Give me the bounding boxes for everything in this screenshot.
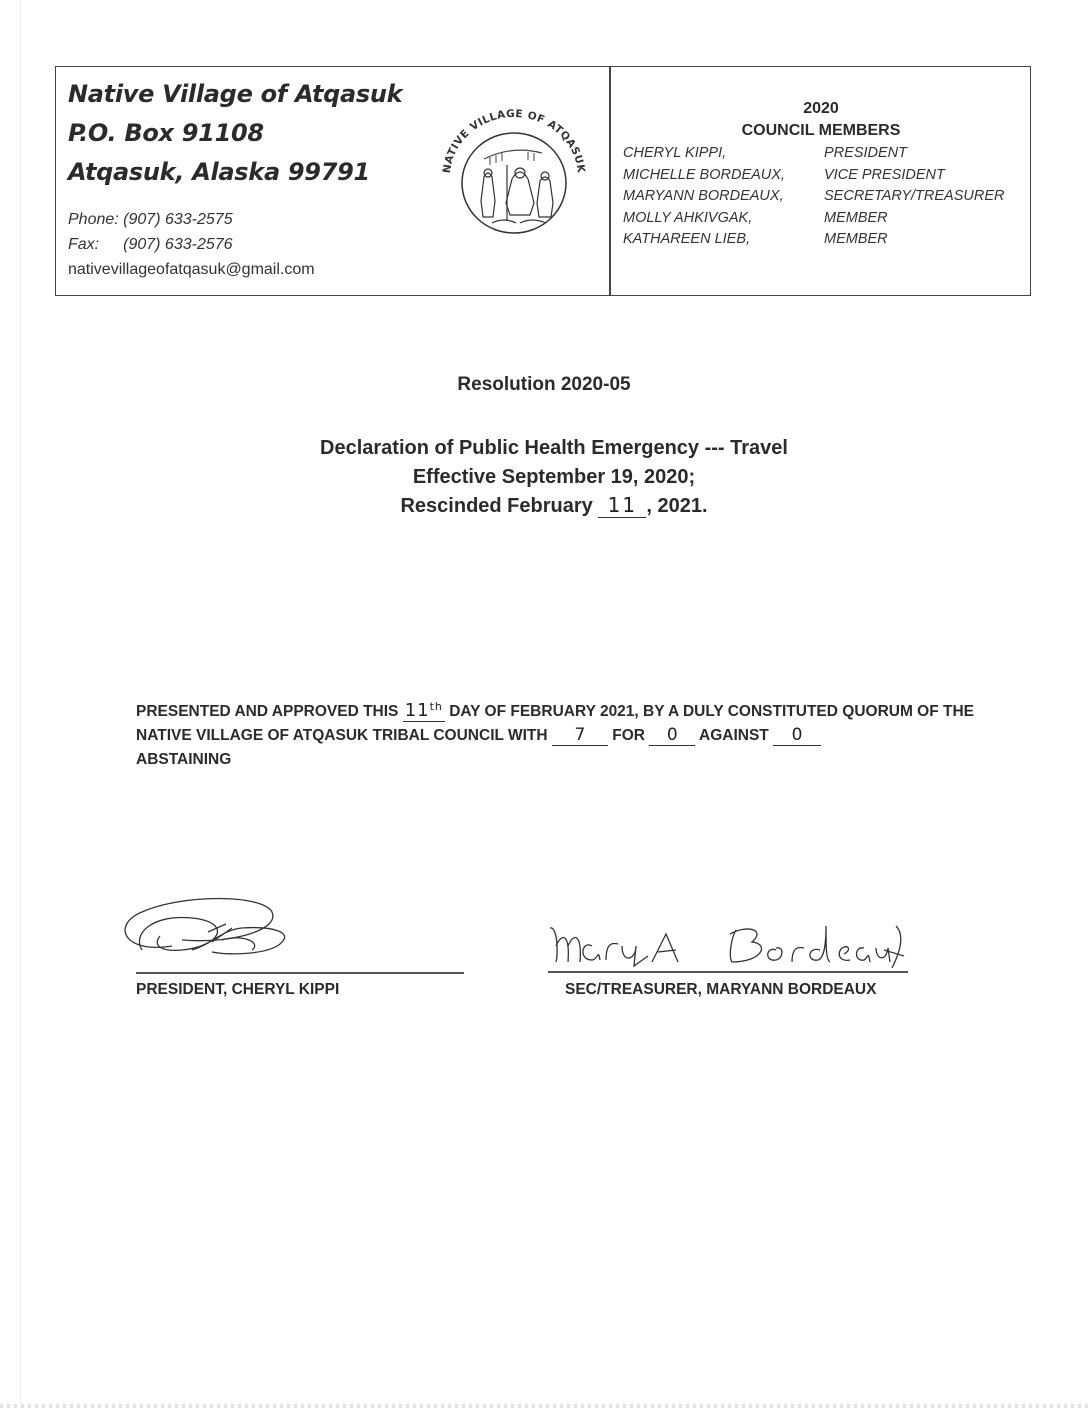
- president-signature-icon: [112, 890, 312, 970]
- letterhead: [55, 66, 1031, 296]
- member-role: VICE PRESIDENT: [824, 166, 945, 183]
- council-member: [611, 229, 1031, 251]
- approval-statement: [136, 700, 996, 772]
- votes-for: 7: [574, 725, 586, 745]
- council-member: [611, 143, 1031, 165]
- member-name: CHERYL KIPPI,: [623, 145, 727, 161]
- votes-abstaining-blank: [773, 726, 821, 746]
- president-signature-line: [136, 972, 464, 974]
- rescinded-day: 11: [607, 493, 638, 517]
- scan-edge: [0, 1404, 1088, 1408]
- treasurer-label: SEC/TREASURER, MARYANN BORDEAUX: [565, 981, 877, 998]
- against-label: AGAINST: [699, 727, 769, 744]
- member-name: MOLLY AHKIVGAK,: [623, 209, 753, 226]
- email: nativevillageofatqasuk@gmail.com: [68, 261, 315, 278]
- title-line-2: Effective September 19, 2020;: [412, 466, 696, 488]
- rescinded-year: , 2021.: [646, 495, 708, 517]
- member-role: MEMBER: [824, 209, 888, 226]
- svg-text:NATIVE VILLAGE OF ATQASUK: [441, 108, 587, 174]
- votes-against-blank: [649, 726, 695, 746]
- page-edge: [20, 0, 21, 1408]
- for-label: FOR: [612, 727, 645, 744]
- contact-info: [68, 207, 315, 282]
- resolution-title: [0, 434, 1088, 521]
- title-line-3: [0, 492, 1088, 521]
- phone-line: [68, 207, 315, 232]
- village-seal-icon: [432, 97, 592, 237]
- abstaining-label: ABSTAINING: [136, 751, 232, 768]
- fax-line: [68, 232, 315, 257]
- po-box: P.O. Box 91108: [68, 119, 264, 147]
- fax-number: (907) 633-2576: [123, 236, 233, 253]
- treasurer-signature-icon: [548, 916, 908, 970]
- votes-abstaining: 0: [791, 725, 803, 745]
- member-role: SECRETARY/TREASURER: [824, 188, 1005, 204]
- approval-day-suffix: th: [429, 700, 443, 713]
- resolution-number: Resolution 2020-05: [457, 374, 631, 395]
- rescinded-label: Rescinded February: [400, 495, 593, 517]
- phone-label: Phone:: [68, 211, 119, 228]
- city-state-zip: Atqasuk, Alaska 99791: [68, 158, 370, 186]
- approval-day-blank: [403, 702, 445, 722]
- council-member: [611, 186, 1031, 208]
- approval-text-2: DAY OF FEBRUARY 2021, BY A DULY CONSTITUTED QUORUM OF THE NATIVE VILLAGE OF ATQASUK TRIBAL COUNCIL WITH: [136, 703, 975, 744]
- council-members: [611, 97, 1031, 251]
- member-role: MEMBER: [824, 231, 888, 247]
- council-member: [611, 165, 1031, 187]
- member-name: MARYANN BORDEAUX,: [623, 188, 784, 204]
- organization-address: [68, 75, 402, 192]
- council-title: COUNCIL MEMBERS: [741, 122, 901, 139]
- votes-against: 0: [666, 725, 678, 745]
- seal-text: NATIVE VILLAGE OF ATQASUK: [441, 107, 587, 174]
- rescinded-day-blank: [598, 494, 646, 518]
- treasurer-signature-line: [548, 971, 908, 973]
- votes-for-blank: [552, 726, 608, 746]
- council-year: 2020: [803, 100, 839, 117]
- president-label: PRESIDENT, CHERYL KIPPI: [136, 981, 340, 998]
- phone-number: (907) 633-2575: [123, 211, 233, 228]
- member-name: KATHAREEN LIEB,: [623, 231, 751, 247]
- fax-label: Fax:: [68, 236, 100, 253]
- org-name: Native Village of Atqasuk: [68, 80, 403, 108]
- member-role: PRESIDENT: [824, 145, 907, 161]
- member-name: MICHELLE BORDEAUX,: [623, 166, 785, 183]
- council-member: [611, 208, 1031, 230]
- approval-text-1: PRESENTED AND APPROVED THIS: [136, 703, 399, 720]
- title-line-1: Declaration of Public Health Emergency --- Travel: [320, 437, 788, 459]
- approval-day: 11: [404, 700, 430, 721]
